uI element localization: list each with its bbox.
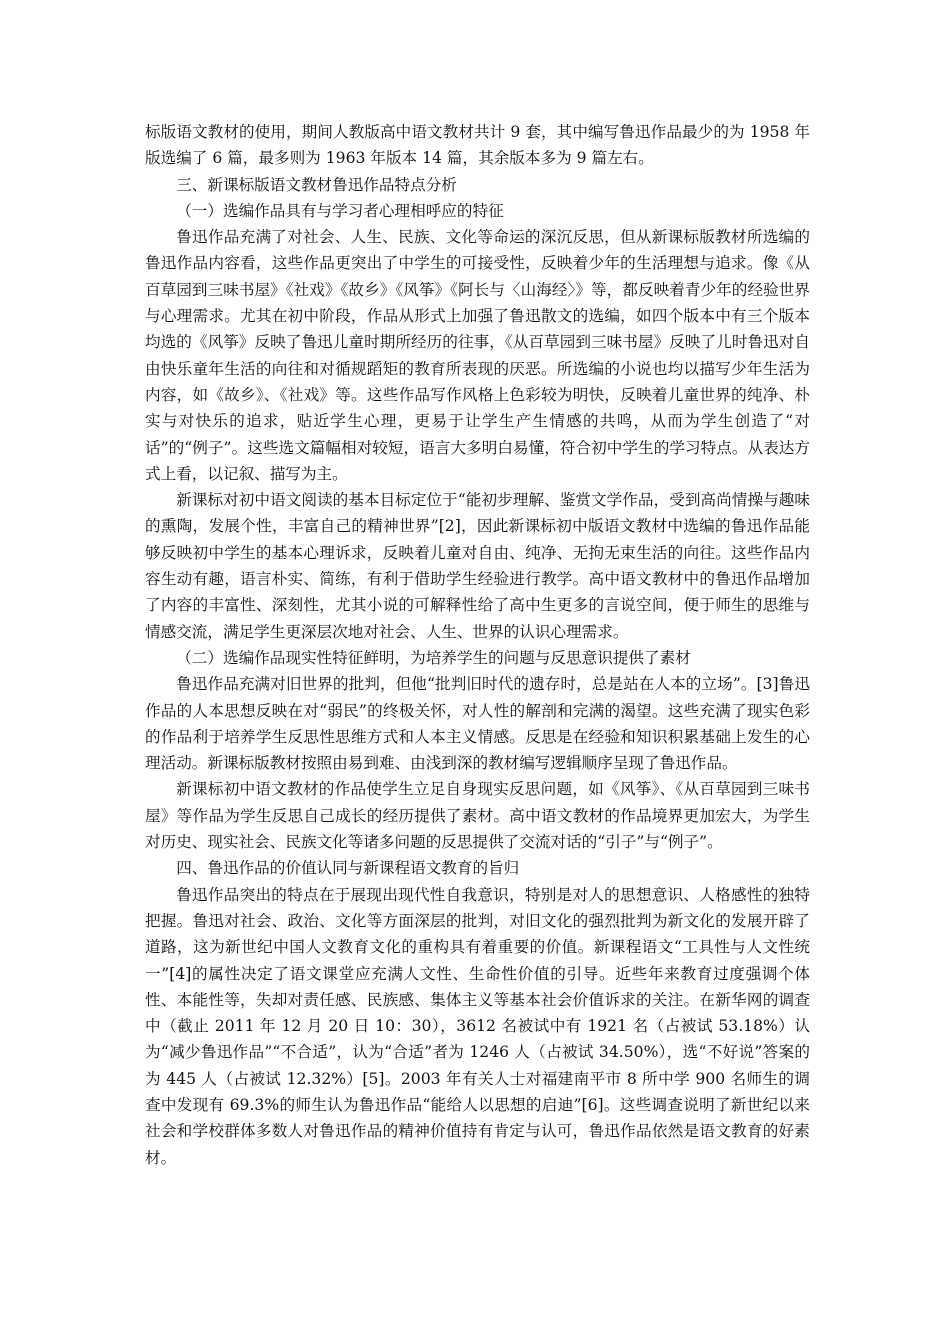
subsection-heading-two: （二）选编作品现实性特征鲜明，为培养学生的问题与反思意识提供了素材	[176, 648, 691, 667]
paragraph-continuation: 标版语文教材的使用，期间人教版高中语文教材共计 9 套，其中编写鲁迅作品最少的为 1958 年版选编了 6 篇，最多则为 1963 年版本 14 篇，其余版本多为 9 篇左右。	[145, 123, 810, 168]
paragraph: 新课标初中语文教材的作品使学生立足自身现实反思问题，如《风筝》、《从百草园到三味书屋》等作品为学生反思自己成长的经历提供了素材。高中语文教材的作品境界更加宏大，为学生对历史、现实社会、民族文化等诸多问题的反思提供了交流对话的“引子”与“例子”。	[145, 780, 810, 852]
paragraph: 鲁迅作品充满对旧世界的批判，但他“批判旧时代的遗存时，总是站在人本的立场”。[3]鲁迅作品的人本思想反映在对“弱民”的终极关怀，对人性的解剖和完满的渴望。这些充满了现实色彩的作品利于培养学生反思性思维方式和人本主义情感。反思是在经验和知识积累基础上发生的心理活动。新课标版教材按照由易到难、由浅到深的教材编写逻辑顺序呈现了鲁迅作品。	[145, 675, 810, 773]
paragraph: 新课标对初中语文阅读的基本目标定位于“能初步理解、鉴赏文学作品，受到高尚情操与趣味的熏陶，发展个性，丰富自己的精神世界”[2]，因此新课标初中版语文教材中选编的鲁迅作品能够反映初中学生的基本心理诉求，反映着儿童对自由、纯净、无拘无束生活的向往。这些作品内容生动有趣，语言朴实、简练，有利于借助学生经验进行教学。高中语文教材中的鲁迅作品增加了内容的丰富性、深刻性，尤其小说的可解释性给了高中生更多的言说空间，便于师生的思维与情感交流，满足学生更深层次地对社会、人生、世界的认识心理需求。	[145, 491, 810, 641]
section-heading-four: 四、鲁迅作品的价值认同与新课程语文教育的旨归	[176, 859, 520, 878]
section-heading-three: 三、新课标版语文教材鲁迅作品特点分析	[176, 175, 457, 194]
paragraph: 鲁迅作品突出的特点在于展现出现代性自我意识，特别是对人的思想意识、人格感性的独特把握。鲁迅对社会、政治、文化等方面深层的批判，对旧文化的强烈批判为新文化的发展开辟了道路，这为新世纪中国人文教育文化的重构具有着重要的价值。新课程语文“工具性与人文性统一”[4]的属性决定了语文课堂应充满人文性、生命性价值的引导。近些年来教育过度强调个体性、本能性等，失却对责任感、民族感、集体主义等基本社会价值诉求的关注。在新华网的调查中（截止 2011 年 12 月 20 日 10：30），3612 名被试中有 1921 名（占被试 53.18%）认为“减少鲁迅作品”“不合适”，认为“合适”者为 1246 人（占被试 34.50%），选“不好说”答案的为 445 人（占被试 12.32%）[5]。2003 年有关人士对福建南平市 8 所中学 900 名师生的调查中发现有 69.3%的师生认为鲁迅作品“能给人以思想的启迪”[6]。这些调查说明了新世纪以来社会和学校群体多数人对鲁迅作品的精神价值持有肯定与认可，鲁迅作品依然是语文教育的好素材。	[145, 885, 810, 1167]
subsection-heading-one: （一）选编作品具有与学习者心理相呼应的特征	[176, 201, 504, 220]
document-page	[145, 119, 810, 1171]
paragraph: 鲁迅作品充满了对社会、人生、民族、文化等命运的深沉反思，但从新课标版教材所选编的鲁迅作品内容看，这些作品更突出了中学生的可接受性，反映着少年的生活理想与追求。像《从百草园到三味书屋》《社戏》《故乡》《风筝》《阿长与〈山海经〉》等，都反映着青少年的经验世界与心理需求。尤其在初中阶段，作品从形式上加强了鲁迅散文的选编，如四个版本中有三个版本均选的《风筝》反映了鲁迅儿童时期所经历的往事，《从百草园到三味书屋》反映了儿时鲁迅对自由快乐童年生活的向往和对循规蹈矩的教育所表现的厌恶。所选编的小说也均以描写少年生活为内容，如《故乡》、《社戏》等。这些作品写作风格上色彩较为明快，反映着儿童世界的纯净、朴实与对快乐的追求，贴近学生心理，更易于让学生产生情感的共鸣，从而为学生创造了“对话”的“例子”。这些选文篇幅相对较短，语言大多明白易懂，符合初中学生的学习特点。从表达方式上看，以记叙、描写为主。	[145, 228, 810, 483]
